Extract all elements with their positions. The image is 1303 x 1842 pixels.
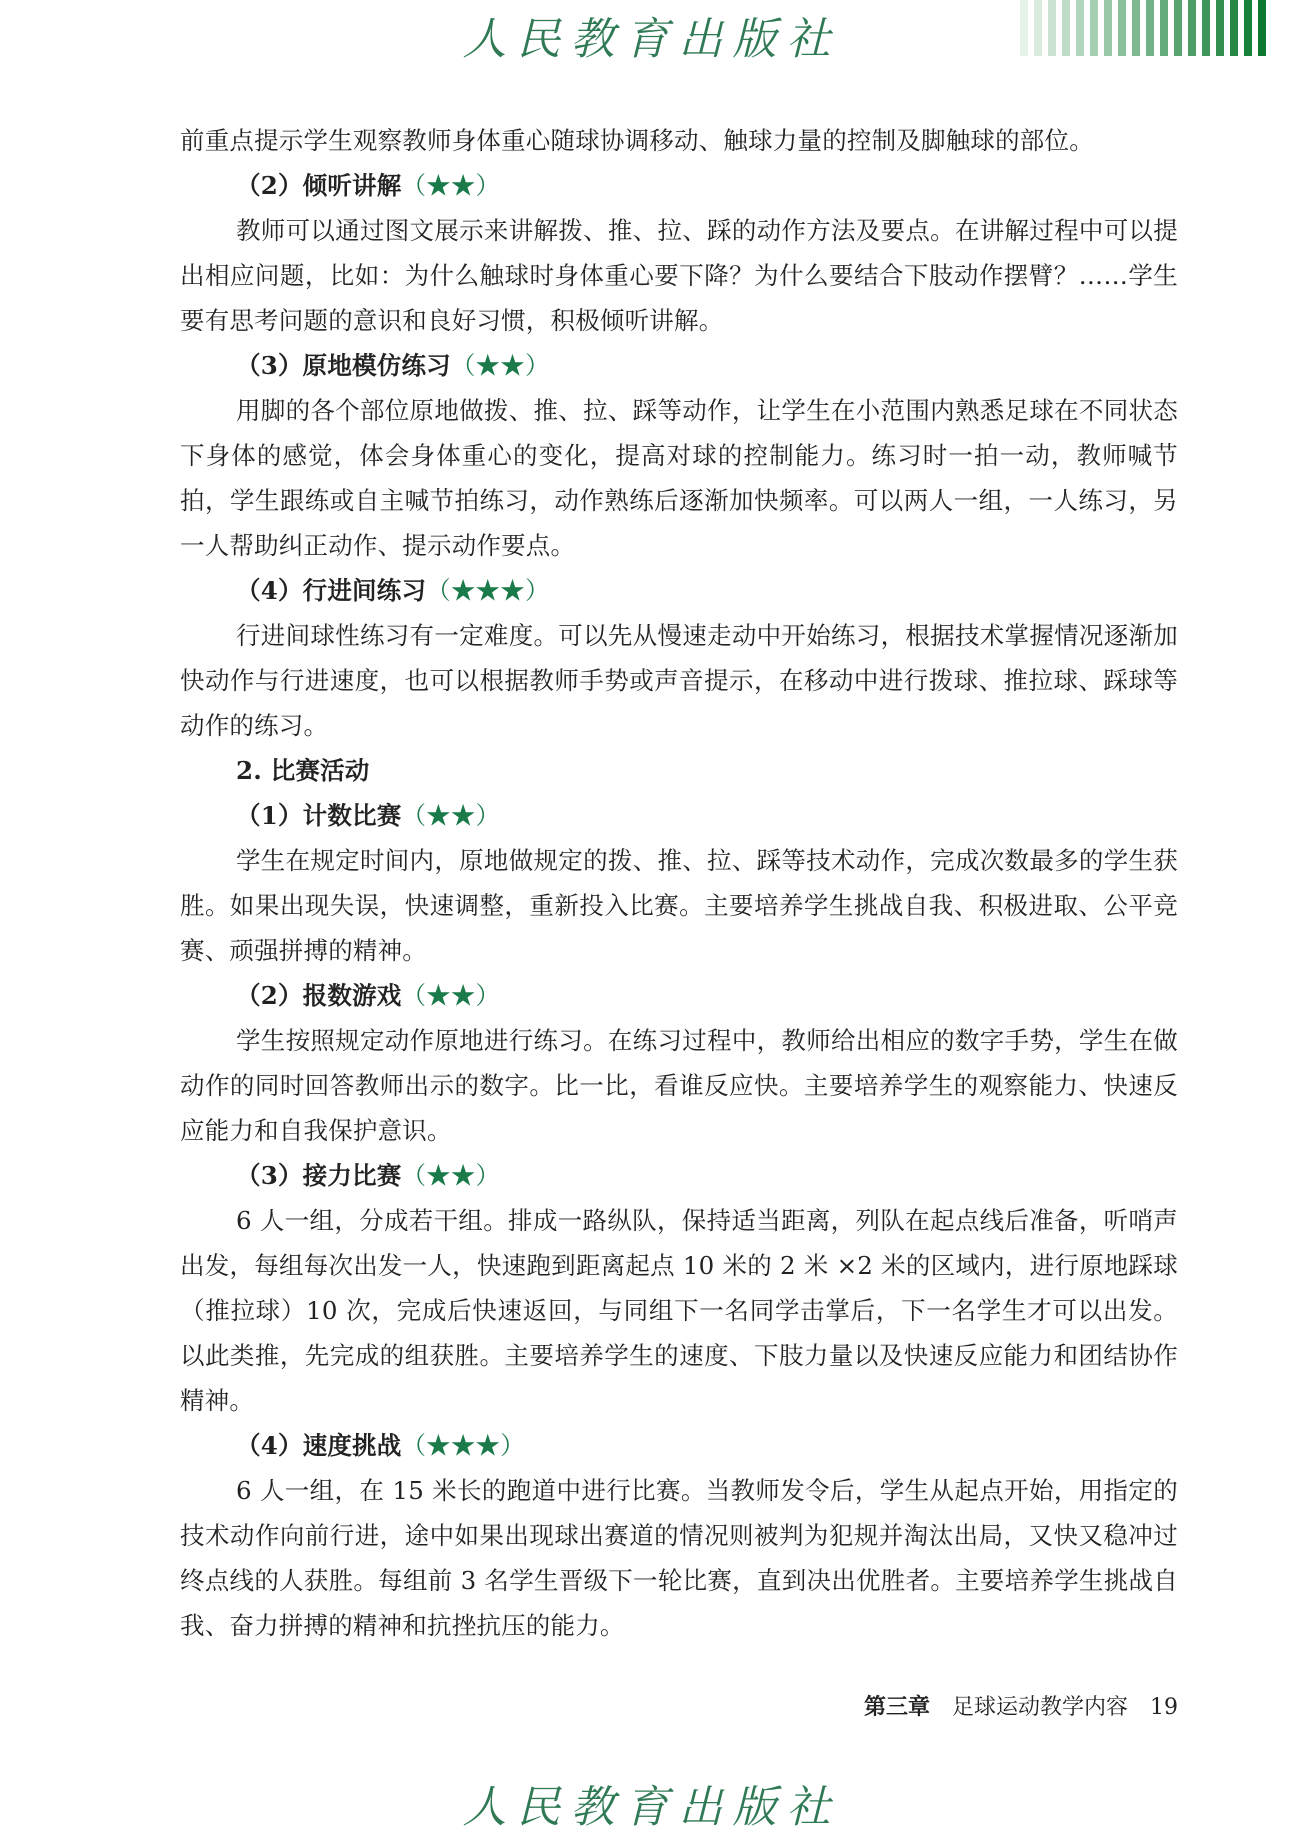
section-heading xyxy=(180,793,1178,838)
difficulty-stars: （★★） xyxy=(401,801,501,830)
stripe xyxy=(1258,0,1266,56)
heading-text: （4）速度挑战 xyxy=(236,1431,402,1460)
section-heading xyxy=(180,1153,1178,1198)
stripe xyxy=(1160,0,1168,56)
section-heading xyxy=(180,748,1178,793)
stripe xyxy=(1076,0,1084,56)
body-paragraph: 行进间球性练习有一定难度。可以先从慢速走动中开始练习，根据技术掌握情况逐渐加快动作与行进速度，也可以根据教师手势或声音提示，在移动中进行拨球、推拉球、踩球等动作的练习。 xyxy=(180,621,1178,740)
stripe xyxy=(1230,0,1238,56)
heading-text: （4）行进间练习 xyxy=(236,576,427,605)
difficulty-stars: （★★） xyxy=(401,1161,501,1190)
body-paragraph: 6 人一组，在 15 米长的跑道中进行比赛。当教师发令后，学生从起点开始，用指定的技术动作向前行进，途中如果出现球出赛道的情况则被判为犯规并淘汰出局，又快又稳冲过终点线的人获胜。每组前 3 名学生晋级下一轮比赛，直到决出优胜者。主要培养学生挑战自我、奋力拼搏的精神和抗挫抗压的能力。 xyxy=(180,1476,1178,1640)
publisher-logo-bottom: 人民教育出版社 xyxy=(462,1782,841,1833)
body-paragraph: 6 人一组，分成若干组。排成一路纵队，保持适当距离，列队在起点线后准备，听哨声出发，每组每次出发一人，快速跑到距离起点 10 米的 2 米 ×2 米的区域内，进行原地踩球（推拉球）10 次，完成后快速返回，与同组下一名同学击掌后，下一名学生才可以出发。以此类推，先完成的组获胜。主要培养学生的速度、下肢力量以及快速反应能力和团结协作精神。 xyxy=(180,1206,1178,1415)
section-heading xyxy=(180,163,1178,208)
page-number: 19 xyxy=(1150,1695,1178,1720)
heading-text: 2. 比赛活动 xyxy=(236,756,370,785)
stripe xyxy=(1244,0,1252,56)
stripe xyxy=(1132,0,1140,56)
stripe xyxy=(1216,0,1224,56)
heading-text: （3）接力比赛 xyxy=(236,1161,402,1190)
body-paragraph: 用脚的各个部位原地做拨、推、拉、踩等动作，让学生在小范围内熟悉足球在不同状态下身体的感觉，体会身体重心的变化，提高对球的控制能力。练习时一拍一动，教师喊节拍，学生跟练或自主喊节拍练习，动作熟练后逐渐加快频率。可以两人一组，一人练习，另一人帮助纠正动作、提示动作要点。 xyxy=(180,396,1178,560)
body-paragraph: 教师可以通过图文展示来讲解拨、推、拉、踩的动作方法及要点。在讲解过程中可以提出相应问题，比如：为什么触球时身体重心要下降？为什么要结合下肢动作摆臂？……学生要有思考问题的意识和良好习惯，积极倾听讲解。 xyxy=(180,216,1178,335)
difficulty-stars: （★★） xyxy=(401,171,501,200)
body-paragraph: 学生按照规定动作原地进行练习。在练习过程中，教师给出相应的数字手势，学生在做动作的同时回答教师出示的数字。比一比，看谁反应快。主要培养学生的观察能力、快速反应能力和自我保护意识。 xyxy=(180,1026,1178,1145)
section-heading xyxy=(180,973,1178,1018)
stripe xyxy=(1174,0,1182,56)
heading-text: （2）报数游戏 xyxy=(236,981,402,1010)
publisher-logo-top: 人民教育出版社 xyxy=(462,14,841,65)
page-body xyxy=(180,118,1178,1648)
stripe xyxy=(1048,0,1056,56)
footer-chapter-title: 足球运动教学内容 xyxy=(951,1695,1128,1720)
difficulty-stars: （★★） xyxy=(401,981,501,1010)
heading-text: （1）计数比赛 xyxy=(236,801,402,830)
stripe xyxy=(1202,0,1210,56)
heading-text: （3）原地模仿练习 xyxy=(236,351,451,380)
section-heading xyxy=(180,1423,1178,1468)
stripe xyxy=(1034,0,1042,56)
difficulty-stars: （★★★） xyxy=(401,1431,525,1460)
section-heading xyxy=(180,568,1178,613)
stripe xyxy=(1146,0,1154,56)
body-paragraph: 前重点提示学生观察教师身体重心随球协调移动、触球力量的控制及脚触球的部位。 xyxy=(180,126,1094,155)
body-paragraph: 学生在规定时间内，原地做规定的拨、推、拉、踩等技术动作，完成次数最多的学生获胜。如果出现失误，快速调整，重新投入比赛。主要培养学生挑战自我、积极进取、公平竞赛、顽强拼搏的精神。 xyxy=(180,846,1178,965)
section-heading xyxy=(180,343,1178,388)
heading-text: （2）倾听讲解 xyxy=(236,171,402,200)
stripe xyxy=(1090,0,1098,56)
page-footer xyxy=(0,1690,1178,1721)
stripe xyxy=(1188,0,1196,56)
stripe xyxy=(1104,0,1112,56)
difficulty-stars: （★★★） xyxy=(426,576,550,605)
stripe xyxy=(1062,0,1070,56)
footer-chapter: 第三章 xyxy=(863,1694,930,1720)
stripe xyxy=(1118,0,1126,56)
stripe xyxy=(1020,0,1028,56)
difficulty-stars: （★★） xyxy=(450,351,550,380)
header-stripes-decoration xyxy=(1020,0,1303,56)
